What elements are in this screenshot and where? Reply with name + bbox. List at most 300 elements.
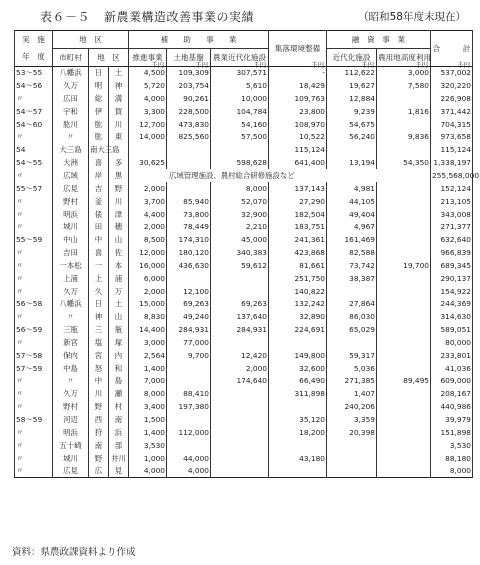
table-row <box>15 362 473 375</box>
cell-shuraku: 43,180 <box>269 452 327 465</box>
cell-nogyo: 137,640 <box>211 311 269 324</box>
cell-year: 53～55 <box>15 67 53 80</box>
cell-nogyo <box>211 336 269 349</box>
cell-suishin: 2,000 <box>129 285 167 298</box>
cell-kindai: 9,239 <box>327 105 377 118</box>
cell-nogyo <box>211 400 269 413</box>
cell-kindai: 56,240 <box>327 131 377 144</box>
cell-total: 343,008 <box>431 208 473 221</box>
table-row <box>15 221 473 234</box>
cell-kindai: 1,407 <box>327 388 377 401</box>
cell-district-a: 野 <box>89 452 109 465</box>
cell-district-a: 吉 <box>89 182 109 195</box>
cell-total: 966,839 <box>431 246 473 259</box>
cell-suishin: 8,000 <box>129 388 167 401</box>
cell-shuraku: 251,750 <box>269 272 327 285</box>
cell-kindai: 161,469 <box>327 233 377 246</box>
cell-shuraku: 140,822 <box>269 285 327 298</box>
unit-label: 千円 <box>253 61 266 69</box>
cell-city: 広域 <box>53 169 89 182</box>
cell-tochi <box>167 439 211 452</box>
cell-year: 56～59 <box>15 323 53 336</box>
cell-kindai: 49,404 <box>327 208 377 221</box>
cell-city: 大三島 <box>53 144 89 157</box>
cell-tochi: 78,449 <box>167 221 211 234</box>
cell-total: 689,345 <box>431 259 473 272</box>
table-row <box>15 233 473 246</box>
cell-noyochi: 1,816 <box>377 105 431 118</box>
cell-suishin: 4,400 <box>129 208 167 221</box>
cell-city: 〃 <box>53 375 89 388</box>
cell-total: 80,000 <box>431 336 473 349</box>
cell-year: 〃 <box>15 246 53 259</box>
cell-tochi: 174,310 <box>167 233 211 246</box>
cell-city: 広見 <box>53 465 89 478</box>
cell-nogyo <box>211 388 269 401</box>
table-row <box>15 323 473 336</box>
cell-nogyo <box>211 426 269 439</box>
cell-city: 河辺 <box>53 413 89 426</box>
cell-district-b: 井川 <box>109 452 129 465</box>
cell-noyochi <box>377 246 431 259</box>
cell-tochi <box>167 156 211 169</box>
cell-suishin: 4,500 千円 <box>129 67 167 80</box>
cell-city: 五十崎 <box>53 439 89 452</box>
cell-suishin: 12,000 <box>129 246 167 259</box>
cell-suishin: 4,000 <box>129 92 167 105</box>
cell-noyochi <box>377 144 431 157</box>
cell-suishin: 4,000 <box>129 465 167 478</box>
cell-year: 57～59 <box>15 362 53 375</box>
cell-year: 56～58 <box>15 298 53 311</box>
cell-suishin: 8,500 <box>129 233 167 246</box>
cell-tochi <box>167 375 211 388</box>
cell-district-a: 久 <box>89 285 109 298</box>
cell-noyochi: 54,350 <box>377 156 431 169</box>
header-suishin: 推進事業 <box>129 49 167 67</box>
table-row <box>15 311 473 324</box>
cell-total: 115,124 <box>431 144 473 157</box>
cell-city: 広見 <box>53 182 89 195</box>
cell-year: 〃 <box>15 285 53 298</box>
cell-nogyo: 5,610 <box>211 79 269 92</box>
cell-kindai: 12,884 <box>327 92 377 105</box>
table-title-text: 新農業構造改善事業の実績 <box>104 10 255 24</box>
cell-district-b: 部 <box>109 439 129 452</box>
cell-noyochi: 89,495 <box>377 375 431 388</box>
cell-tochi: 90,261 <box>167 92 211 105</box>
header-kindai: 近代化施設 <box>327 49 377 67</box>
cell-district-a: 釜 <box>89 195 109 208</box>
cell-year: 57～58 <box>15 349 53 362</box>
cell-shuraku: 132,242 <box>269 298 327 311</box>
cell-kindai: 82,588 <box>327 246 377 259</box>
unit-label: 千円 <box>415 61 428 69</box>
cell-total: 589,051 <box>431 323 473 336</box>
cell-year: 〃 <box>15 169 53 182</box>
cell-total: 314,630 <box>431 311 473 324</box>
unit-label: 千円 <box>151 61 164 69</box>
cell-total: 371,442 <box>431 105 473 118</box>
cell-suishin <box>129 144 167 157</box>
cell-year: 〃 <box>15 131 53 144</box>
cell-year: 55～59 <box>15 233 53 246</box>
cell-suishin: 2,564 <box>129 349 167 362</box>
cell-shuraku: - 千円 <box>269 67 327 80</box>
table-number: 表６－５ <box>40 10 91 24</box>
cell-noyochi: 3,000 千円 <box>377 67 431 80</box>
cell-shuraku: 109,763 <box>269 92 327 105</box>
cell-year: 〃 <box>15 375 53 388</box>
cell-kindai: 19,627 <box>327 79 377 92</box>
cell-shuraku: 広域管理施設、農村総合研修施設など <box>129 169 431 182</box>
cell-nogyo: 340,383 <box>211 246 269 259</box>
table-row <box>15 375 473 388</box>
cell-tochi: 825,560 <box>167 131 211 144</box>
cell-district-b: 土 <box>109 67 129 80</box>
cell-tochi: 85,940 <box>167 195 211 208</box>
cell-kindai: 86,030 <box>327 311 377 324</box>
cell-shuraku: 35,120 <box>269 413 327 426</box>
cell-year: 〃 <box>15 195 53 208</box>
cell-district-a: 三 <box>89 323 109 336</box>
table-row <box>15 439 473 452</box>
cell-total: 152,124 <box>431 182 473 195</box>
cell-district-b: 浦 <box>109 272 129 285</box>
cell-city: 三瓶 <box>53 323 89 336</box>
cell-noyochi <box>377 221 431 234</box>
cell-city: 城川 <box>53 452 89 465</box>
cell-district-b: 土 <box>109 298 129 311</box>
cell-nogyo: 69,263 <box>211 298 269 311</box>
cell-year: 54～56 <box>15 79 53 92</box>
cell-kindai: 240,206 <box>327 400 377 413</box>
cell-nogyo: 57,500 <box>211 131 269 144</box>
cell-district-b: 瀬 <box>109 388 129 401</box>
header-nogyo: 農業近代化施設 <box>211 49 269 67</box>
cell-shuraku: 149,800 <box>269 349 327 362</box>
cell-noyochi <box>377 182 431 195</box>
cell-district-a: 肱 <box>89 118 109 131</box>
cell-kindai <box>327 452 377 465</box>
cell-year: 54 <box>15 144 53 157</box>
cell-total: 704,315 <box>431 118 473 131</box>
cell-city: 上浦 <box>53 272 89 285</box>
cell-suishin: 3,300 <box>129 105 167 118</box>
cell-suishin: 30,625 <box>129 156 167 169</box>
cell-nogyo: 307,571 千円 <box>211 67 269 80</box>
cell-district-a: 怒 <box>89 362 109 375</box>
cell-district-a: 一 <box>89 259 109 272</box>
cell-suishin: 1,400 <box>129 362 167 375</box>
cell-city: 〃 <box>53 311 89 324</box>
cell-year: 〃 <box>15 272 53 285</box>
cell-district-a: 中 <box>89 375 109 388</box>
cell-noyochi <box>377 452 431 465</box>
cell-district-b: 津 <box>109 208 129 221</box>
cell-city: 新宮 <box>53 336 89 349</box>
cell-tochi: 197,380 <box>167 400 211 413</box>
cell-kindai: 65,029 <box>327 323 377 336</box>
cell-kindai: 4,981 <box>327 182 377 195</box>
cell-tochi: 12,100 <box>167 285 211 298</box>
cell-district-b: 浜 <box>109 426 129 439</box>
cell-suishin: 3,530 <box>129 439 167 452</box>
cell-city: 大洲 <box>53 156 89 169</box>
cell-city: 吉田 <box>53 246 89 259</box>
cell-suishin: 7,000 <box>129 375 167 388</box>
cell-district-a: 塩 <box>89 336 109 349</box>
table-row <box>15 413 473 426</box>
cell-district-b: 塚 <box>109 336 129 349</box>
cell-city: 〃 <box>53 131 89 144</box>
cell-total: 632,640 <box>431 233 473 246</box>
cell-district-b: 和 <box>109 362 129 375</box>
cell-district-a: 西 <box>89 413 109 426</box>
cell-city: 八幡浜 <box>53 67 89 80</box>
cell-year: 〃 <box>15 452 53 465</box>
results-table <box>14 30 480 478</box>
cell-nogyo <box>211 285 269 298</box>
cell-kindai: 4,967 <box>327 221 377 234</box>
cell-noyochi <box>377 233 431 246</box>
cell-district-a: 狩 <box>89 426 109 439</box>
cell-city: 一本松 <box>53 259 89 272</box>
cell-noyochi <box>377 413 431 426</box>
cell-suishin: 1,000 <box>129 452 167 465</box>
cell-city: 明浜 <box>53 208 89 221</box>
table-row <box>15 131 473 144</box>
cell-total: 244,369 <box>431 298 473 311</box>
cell-nogyo: 54,160 <box>211 118 269 131</box>
cell-noyochi <box>377 285 431 298</box>
cell-tochi: 203,754 <box>167 79 211 92</box>
cell-tochi: 4,000 <box>167 465 211 478</box>
cell-suishin: 3,400 <box>129 400 167 413</box>
table-row <box>15 118 473 131</box>
cell-shuraku <box>269 439 327 452</box>
cell-total: 39,979 <box>431 413 473 426</box>
cell-suishin: 3,000 <box>129 336 167 349</box>
cell-noyochi <box>377 92 431 105</box>
source-note: 資料：県農政課資料より作成 <box>12 547 136 558</box>
cell-suishin: 14,000 <box>129 131 167 144</box>
unit-label: 千円 <box>195 61 208 69</box>
header-nendo: 年 度 <box>15 49 53 67</box>
cell-city: 八幡浜 <box>53 298 89 311</box>
cell-shuraku: 23,800 <box>269 105 327 118</box>
cell-district-a: 中 <box>89 233 109 246</box>
cell-total: 8,000 <box>431 465 473 478</box>
cell-noyochi <box>377 118 431 131</box>
cell-noyochi <box>377 208 431 221</box>
cell-tochi <box>167 182 211 195</box>
cell-shuraku: 32,600 <box>269 362 327 375</box>
cell-noyochi <box>377 362 431 375</box>
cell-nogyo: 59,612 <box>211 259 269 272</box>
cell-district-a: 喜 <box>89 246 109 259</box>
cell-kindai <box>327 285 377 298</box>
cell-total: 271,377 <box>431 221 473 234</box>
date-note: （昭和58年度末現在） <box>358 11 466 23</box>
cell-shuraku: 18,429 <box>269 79 327 92</box>
header-shuraku: 集落環境整備 <box>269 31 327 67</box>
cell-year: 〃 <box>15 259 53 272</box>
cell-shuraku: 137,143 <box>269 182 327 195</box>
cell-tochi: 112,000 <box>167 426 211 439</box>
cell-noyochi <box>377 465 431 478</box>
cell-district-a: 田 <box>89 221 109 234</box>
cell-year: 55～57 <box>15 182 53 195</box>
cell-total: 609,000 <box>431 375 473 388</box>
cell-total: 151,898 <box>431 426 473 439</box>
cell-total: 226,908 <box>431 92 473 105</box>
cell-noyochi <box>377 400 431 413</box>
cell-nogyo <box>211 452 269 465</box>
cell-tochi: 228,500 <box>167 105 211 118</box>
cell-city: 久万 <box>53 79 89 92</box>
cell-district-b: 多 <box>109 156 129 169</box>
cell-district-b: 山 <box>109 233 129 246</box>
cell-nogyo: 52,070 <box>211 195 269 208</box>
cell-district-b: 島 <box>109 375 129 388</box>
table-row <box>15 259 473 272</box>
cell-city: 久万 <box>53 388 89 401</box>
header-shichoson: 市町村 <box>53 49 89 67</box>
cell-shuraku: 641,400 <box>269 156 327 169</box>
cell-city: 野村 <box>53 400 89 413</box>
cell-suishin: 2,000 <box>129 182 167 195</box>
cell-district-a: 神 <box>89 311 109 324</box>
cell-district-b: 神 <box>109 79 129 92</box>
cell-tochi: 49,240 <box>167 311 211 324</box>
cell-year: 〃 <box>15 426 53 439</box>
cell-district-b: 川 <box>109 118 129 131</box>
cell-year: 〃 <box>15 400 53 413</box>
cell-noyochi <box>377 388 431 401</box>
table-row <box>15 272 473 285</box>
cell-total: 233,801 <box>431 349 473 362</box>
table-row <box>15 144 473 157</box>
cell-noyochi <box>377 195 431 208</box>
cell-shuraku: 81,661 <box>269 259 327 272</box>
cell-district-b: 本 <box>109 259 129 272</box>
cell-kindai: 271,385 <box>327 375 377 388</box>
cell-city: 中島 <box>53 362 89 375</box>
cell-year: 〃 <box>15 388 53 401</box>
cell-district-a: 上 <box>89 272 109 285</box>
cell-total: 320,220 <box>431 79 473 92</box>
cell-nogyo: 2,000 <box>211 362 269 375</box>
cell-year: 〃 <box>15 465 53 478</box>
table-row <box>15 349 473 362</box>
cell-city: 肱川 <box>53 118 89 131</box>
cell-nogyo: 2,210 <box>211 221 269 234</box>
cell-suishin: 2,000 <box>129 221 167 234</box>
cell-shuraku: 27,290 <box>269 195 327 208</box>
table-row <box>15 105 473 118</box>
cell-district-a: 宮 <box>89 349 109 362</box>
cell-kindai: 54,675 <box>327 118 377 131</box>
cell-suishin: 1,500 <box>129 413 167 426</box>
cell-nogyo: 45,000 <box>211 233 269 246</box>
cell-city: 広田 <box>53 92 89 105</box>
cell-tochi: 77,000 <box>167 336 211 349</box>
cell-tochi <box>167 272 211 285</box>
cell-noyochi <box>377 311 431 324</box>
cell-noyochi <box>377 349 431 362</box>
cell-district-a: 南大三島 <box>89 144 109 157</box>
cell-noyochi <box>377 323 431 336</box>
cell-noyochi <box>377 272 431 285</box>
cell-city: 中山 <box>53 233 89 246</box>
cell-shuraku: 241,361 <box>269 233 327 246</box>
cell-district-a: 広 <box>89 465 109 478</box>
cell-tochi <box>167 362 211 375</box>
cell-district-b: 川 <box>109 195 129 208</box>
cell-year: 58～59 <box>15 413 53 426</box>
table-row <box>15 285 473 298</box>
cell-year: 54～60 <box>15 118 53 131</box>
cell-shuraku <box>269 400 327 413</box>
cell-district-a: 肱 <box>89 131 109 144</box>
cell-total: 41,036 <box>431 362 473 375</box>
cell-tochi <box>167 144 211 157</box>
cell-year: 54～55 <box>15 156 53 169</box>
cell-kindai: 59,317 <box>327 349 377 362</box>
table-row <box>15 336 473 349</box>
cell-tochi: 180,120 <box>167 246 211 259</box>
cell-district-b: 内 <box>109 349 129 362</box>
cell-nogyo <box>211 272 269 285</box>
cell-kindai: 38,387 <box>327 272 377 285</box>
cell-shuraku: 32,890 <box>269 311 327 324</box>
cell-tochi: 473,830 <box>167 118 211 131</box>
cell-nogyo: 104,784 <box>211 105 269 118</box>
table-row <box>15 156 473 169</box>
cell-year: 〃 <box>15 208 53 221</box>
cell-city: 久万 <box>53 285 89 298</box>
cell-kindai <box>327 144 377 157</box>
header-noyochi: 農用地高度利用 <box>377 49 431 67</box>
cell-total: 213,105 <box>431 195 473 208</box>
cell-district-b: 村 <box>109 400 129 413</box>
table-row <box>15 452 473 465</box>
cell-total: 537,002 千円 <box>431 67 473 80</box>
header-gokei: 合 計 <box>431 31 473 67</box>
cell-shuraku: 108,970 <box>269 118 327 131</box>
cell-nogyo: 10,000 <box>211 92 269 105</box>
cell-year: 〃 <box>15 92 53 105</box>
cell-kindai: 73,742 <box>327 259 377 272</box>
header-jisshi: 実 施 <box>15 31 53 49</box>
table-row <box>15 400 473 413</box>
table-row <box>15 92 473 105</box>
cell-district-a: 川 <box>89 388 109 401</box>
cell-district-b: 山 <box>109 311 129 324</box>
cell-district-b: 賀 <box>109 105 129 118</box>
header-tochi: 土地基盤 <box>167 49 211 67</box>
cell-district-b: 瓶 <box>109 323 129 336</box>
cell-tochi: 109,309 千円 <box>167 67 211 80</box>
unit-label: 千円 <box>311 61 324 69</box>
cell-total: 88,180 <box>431 452 473 465</box>
cell-tochi: 69,263 <box>167 298 211 311</box>
cell-district-b: 佐 <box>109 246 129 259</box>
cell-suishin: 3,700 <box>129 195 167 208</box>
cell-city: 城川 <box>53 221 89 234</box>
cell-district-b: 万 <box>109 285 129 298</box>
